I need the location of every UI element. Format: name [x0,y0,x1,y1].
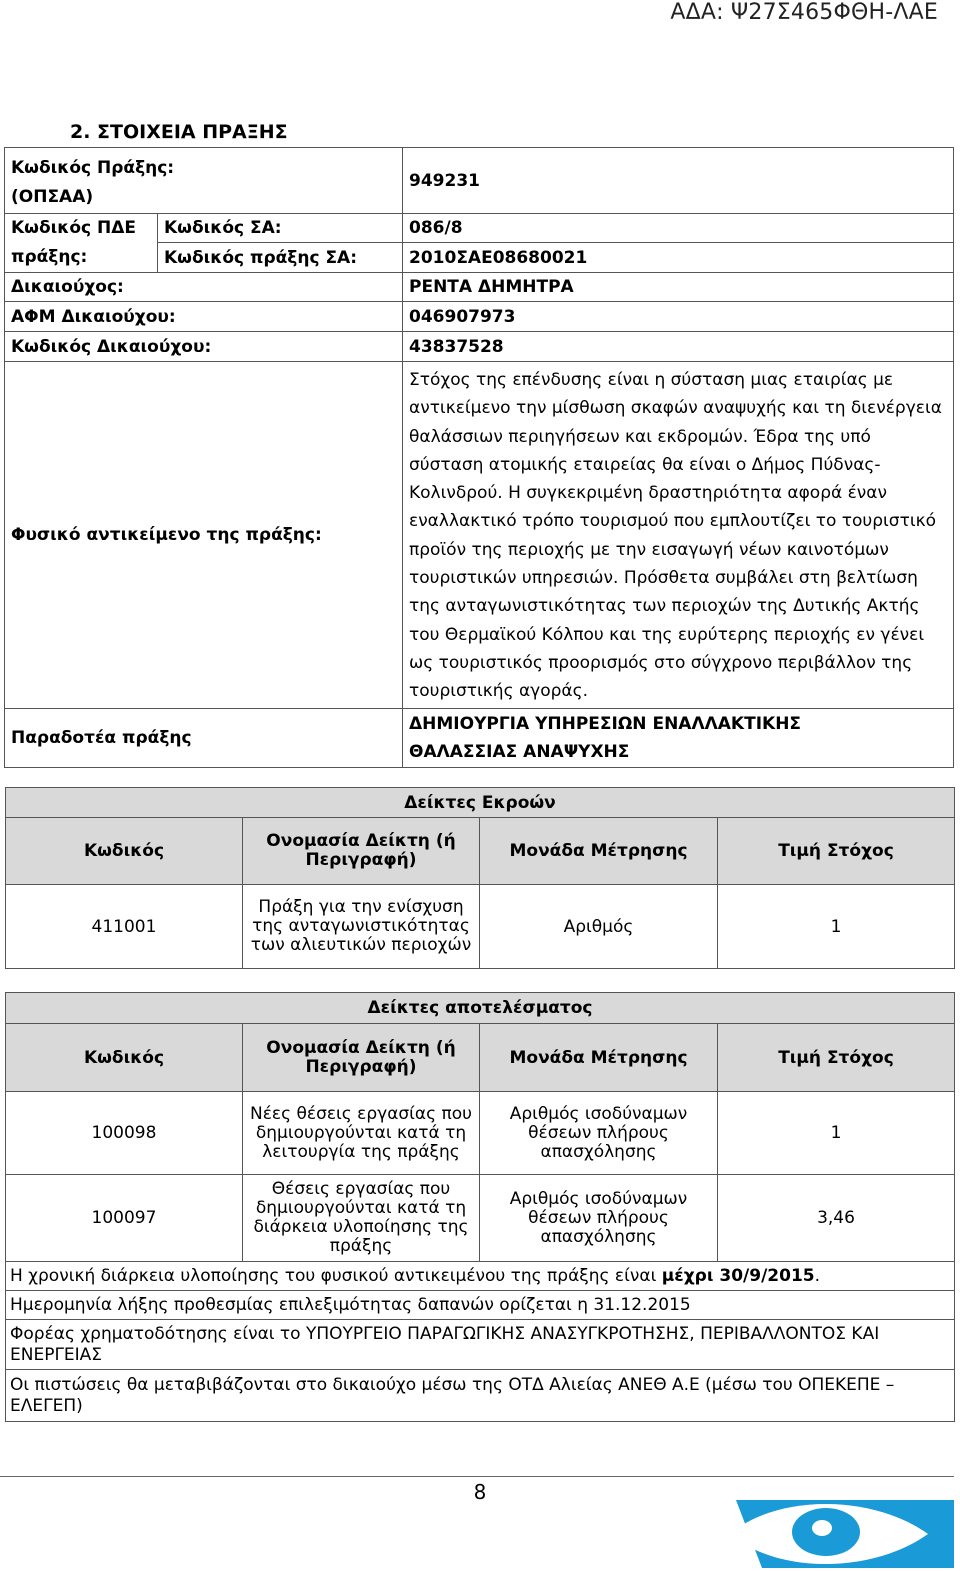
beneficiary-code-label: Κωδικός Δικαιούχου: [5,332,403,362]
code-label-2: (ΟΠΣΑΑ) [5,181,403,214]
pde-label-1: Κωδικός ΠΔΕ [5,214,158,243]
indicator-name: Πράξη για την ενίσχυση της ανταγωνιστικότητας των αλιευτικών περιοχών [243,885,480,969]
funder-note: Φορέας χρηματοδότησης είναι το ΥΠΟΥΡΓΕΙΟ ΠΑΡΑΓΩΓΙΚΗΣ ΑΝΑΣΥΓΚΡΟΤΗΣΗΣ, ΠΕΡΙΒΑΛΛΟΝΤΟΣ ΚΑΙ ΕΝΕΡΓΕΙΑΣ [6,1320,955,1370]
deliverable-label: Παραδοτέα πράξης [5,708,403,767]
col-unit-header: Μονάδα Μέτρησης [480,1024,718,1092]
deadline-note: Ημερομηνία λήξης προθεσμίας επιλεξιμότητας δαπανών ορίζεται η 31.12.2015 [6,1291,955,1320]
col-target-header: Τιμή Στόχος [718,818,955,885]
indicator-target: 3,46 [718,1175,955,1262]
physical-object-label: Φυσικό αντικείμενο της πράξης: [5,362,403,709]
result-indicators-caption: Δείκτες αποτελέσματος [6,993,955,1024]
eye-logo-icon [722,1500,954,1568]
code-label-1: Κωδικός Πράξης: [5,148,403,181]
col-code-header: Κωδικός [6,1024,243,1092]
page-number: 8 [473,1480,487,1504]
code-value: 949231 [403,148,954,214]
table-row [6,885,955,969]
section-title: 2. ΣΤΟΙΧΕΙΑ ΠΡΑΞΗΣ [70,121,288,143]
col-name-header: Ονομασία Δείκτη (ή Περιγραφή) [243,1024,480,1092]
col-code-header: Κωδικός [6,818,243,885]
duration-prefix: Η χρονική διάρκεια υλοποίησης του φυσικού αντικειμένου της πράξης είναι [10,1266,662,1286]
indicator-target: 1 [718,885,955,969]
indicator-unit: Αριθμός ισοδύναμων θέσεων πλήρους απασχόλησης [480,1092,718,1175]
col-name-header: Ονομασία Δείκτη (ή Περιγραφή) [243,818,480,885]
duration-suffix: . [814,1266,821,1286]
indicator-unit: Αριθμός ισοδύναμων θέσεων πλήρους απασχόλησης [480,1175,718,1262]
sa-value: 086/8 [403,214,954,243]
project-details-table [4,147,954,768]
duration-note [6,1262,955,1291]
sa-project-value: 2010ΣΑΕ08680021 [403,243,954,273]
indicator-code: 100098 [6,1092,243,1175]
output-indicators-table [5,787,955,969]
indicator-target: 1 [718,1092,955,1175]
beneficiary-code-value: 43837528 [403,332,954,362]
sa-label: Κωδικός ΣΑ: [158,214,403,243]
deliverable-line-2: ΘΑΛΑΣΣΙΑΣ ΑΝΑΨΥΧΗΣ [409,741,630,762]
indicator-name: Θέσεις εργασίας που δημιουργούνται κατά τη διάρκεια υλοποίησης της πράξης [243,1175,480,1262]
indicator-unit: Αριθμός [480,885,718,969]
footer-divider [0,1476,954,1477]
beneficiary-value: ΡΕΝΤΑ ΔΗΜΗΤΡΑ [403,273,954,302]
col-target-header: Τιμή Στόχος [718,1024,955,1092]
ada-code: ΑΔΑ: Ψ27Σ465ΦΘΗ-ΛΑΕ [670,0,938,25]
pde-label-2: πράξης: [5,243,158,273]
result-indicators-table [5,992,955,1422]
indicator-name: Νέες θέσεις εργασίας που δημιουργούνται κατά τη λειτουργία της πράξης [243,1092,480,1175]
deliverable-value [403,708,954,767]
duration-deadline: μέχρι 30/9/2015 [661,1266,815,1286]
beneficiary-label: Δικαιούχος: [5,273,403,302]
output-indicators-caption: Δείκτες Εκροών [6,788,955,818]
sa-project-label: Κωδικός πράξης ΣΑ: [158,243,403,273]
table-row [6,1175,955,1262]
afm-label: ΑΦΜ Δικαιούχου: [5,302,403,332]
col-unit-header: Μονάδα Μέτρησης [480,818,718,885]
table-row [6,1092,955,1175]
deliverable-line-1: ΔΗΜΙΟΥΡΓΙΑ ΥΠΗΡΕΣΙΩΝ ΕΝΑΛΛΑΚΤΙΚΗΣ [409,713,802,734]
afm-value: 046907973 [403,302,954,332]
transfer-note: Οι πιστώσεις θα μεταβιβάζονται στο δικαιούχο μέσω της ΟΤΔ Αλιείας ΑΝΕΘ Α.Ε (μέσω του ΟΠΕΚΕΠΕ – ΕΛΕΓΕΠ) [6,1370,955,1422]
physical-object-value: Στόχος της επένδυσης είναι η σύσταση μιας εταιρίας με αντικείμενο την μίσθωση σκαφών αναψυχής και τη διενέργεια θαλάσσιων περιηγήσεων και εκδρομών. Έδρα της υπό σύσταση ατομικής εταιρείας θα είναι ο Δήμος Πύδνας-Κολινδρού. Η συγκεκριμένη δραστηριότητα αφορά έναν εναλλακτικό τρόπο τουρισμού που εμπλουτίζει το τουριστικό προϊόν της περιοχής με την εισαγωγή νέων καινοτόμων τουριστικών υπηρεσιών. Πρόσθετα συμβάλει στη βελτίωση της ανταγωνιστικότητας των περιοχών της Δυτικής Ακτής του Θερμαϊκού Κόλπου και της ευρύτερης περιοχής εν γένει ως τουριστικός προορισμός στο σύγχρονο περιβάλλον της τουριστικής αγοράς. [403,362,954,709]
indicator-code: 100097 [6,1175,243,1262]
indicator-code: 411001 [6,885,243,969]
